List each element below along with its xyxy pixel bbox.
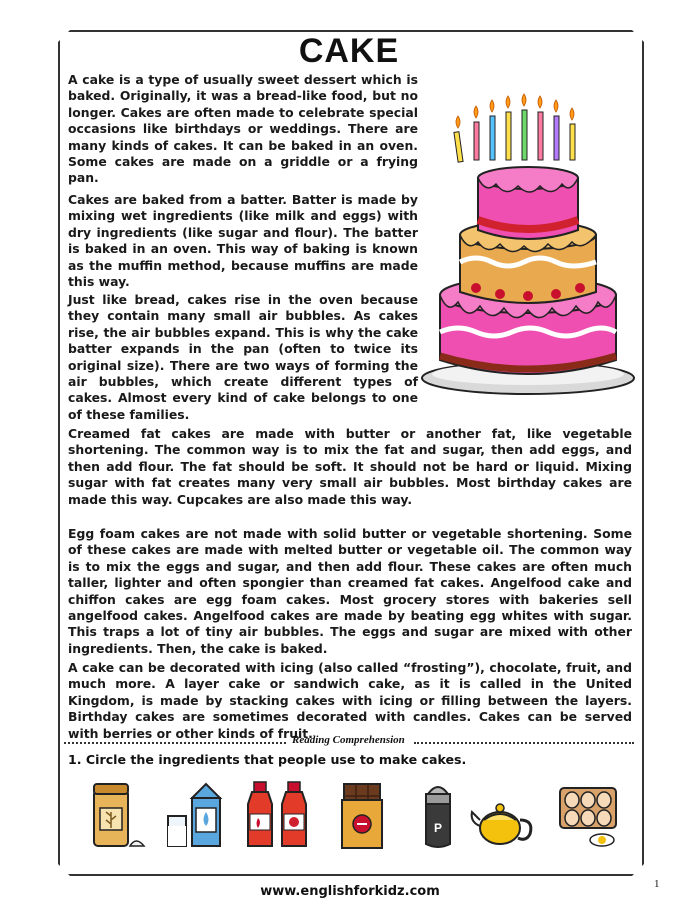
- svg-text:P: P: [433, 821, 443, 835]
- dotted-rule-right: [414, 742, 634, 744]
- chocolate-bar-icon[interactable]: [334, 780, 394, 852]
- page-number: 1: [654, 878, 660, 890]
- footer-website[interactable]: www.englishforkidz.com: [260, 884, 440, 899]
- dotted-rule-left: [64, 742, 286, 744]
- paragraph-1: A cake is a type of usually sweet dessert which is baked. Originally, it was a bread-like food, but no longer. Cakes are often made to celebrate special occasions like birthdays or weddings. There are many kinds of cakes. It can be baked in an oven. Some cakes are made on a griddle or a frying pan.: [68, 72, 418, 186]
- teapot-icon[interactable]: [470, 780, 536, 852]
- worksheet: [58, 30, 640, 872]
- flour-bag-icon[interactable]: [86, 780, 148, 852]
- sauce-bottles-icon[interactable]: [244, 780, 314, 852]
- egg-carton-icon[interactable]: [556, 780, 620, 852]
- reading-comprehension-divider: [64, 736, 634, 748]
- pepper-shaker-icon[interactable]: [416, 780, 460, 852]
- paragraph-2: Cakes are baked from a batter. Batter is made by mixing wet ingredients (like milk and eggs) with dry ingredients (like sugar and flour). The batter is baked in an oven. This way of baking is known as the muffin method, because muffins are made this way.: [68, 192, 418, 290]
- paragraph-5: Egg foam cakes are not made with solid butter or vegetable shortening. Some of these cakes are made with melted butter or vegetable oil. The common way is to mix the eggs and sugar, and then add flour. These cakes are often much taller, lighter and often spongier than creamed fat cakes. Angelfood cake and chiffon cakes are egg foam cakes. Most grocery stores with bakeries sell angelfood cakes. Angelfood cakes are made by beating egg whites with sugar. This traps a lot of tiny air bubbles. The eggs and sugar are mixed with other ingredients. Then, the cake is baked.: [68, 526, 632, 656]
- milk-carton-icon[interactable]: [166, 780, 228, 852]
- page-title: CAKE: [298, 32, 400, 70]
- paragraph-6: A cake can be decorated with icing (also called “frosting”), chocolate, fruit, and much more. A layer cake or sandwich cake, as it is called in the United Kingdom, is made by stacking cakes with icing or filling between the layers. Birthday cakes are sometimes decorated with candles. Cakes can be served with berries or other kinds of fruit.: [68, 660, 632, 741]
- ingredient-icons: [76, 780, 616, 855]
- birthday-cake-illustration: [418, 70, 638, 400]
- section-label: Reading Comprehension: [292, 734, 405, 746]
- paragraph-3: Just like bread, cakes rise in the oven because they contain many small air bubbles. As cakes rise, the air bubbles expand. This is why the cake batter expands in the pan (often to twice its original size). There are two ways of forming the air bubbles, which create different types of cakes. Almost every kind of cake belongs to one of these families.: [68, 292, 418, 422]
- question-1: 1. Circle the ingredients that people use to make cakes.: [68, 752, 467, 767]
- paragraph-4: Creamed fat cakes are made with butter or another fat, like vegetable shortening. The common way is to mix the fat and sugar, then add eggs, and then add flour. The fat should be soft. It should not be hard or liquid. Mixing sugar with fat creates many very small air bubbles. Most birthday cakes are made this way. Cupcakes are also made this way.: [68, 426, 632, 507]
